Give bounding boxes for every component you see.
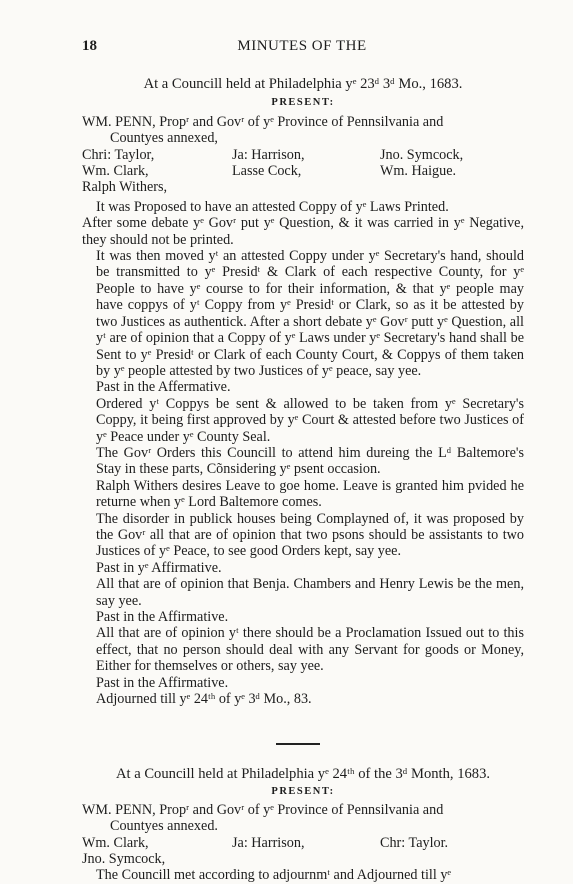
section-2-present-main-cont: Countyes annexed. — [110, 818, 218, 835]
member-name: Wm. Haigue. — [380, 163, 457, 180]
paragraph: Ordered yᵗ Coppys be sent & allowed to be taken from yᵉ Secretary's Coppy, it being first approved by yᵉ Court & attested before two Justices of yᵉ Peace under yᵉ County Seal. — [96, 395, 524, 445]
member-name: Ja: Harrison, — [232, 834, 305, 851]
section-1-present-label: PRESENT: — [271, 97, 335, 109]
member-name: Lasse Cock, — [232, 163, 302, 180]
member-name: Chr: Taylor. — [380, 834, 449, 851]
paragraph: The Govʳ Orders this Councill to attend him dureing the Lᵈ Baltemore's Stay in these parts, Cõnsidering yᵉ psent occasion. — [96, 444, 524, 478]
section-1-present-main-cont: Countyes annexed, — [110, 130, 218, 147]
section-2-present-label: PRESENT: — [271, 786, 335, 798]
paragraph: Past in the Affirmative. — [96, 609, 229, 625]
paragraph: The disorder in publick houses being Complayned of, it was proposed by the Govʳ all that are of opinion that two psons should be assistants to two Justices of yᵉ Peace, to see good Orders kept, say yee. — [96, 510, 524, 560]
paragraph: After some debate yᵉ Govʳ put yᵉ Question, & it was carried in yᵉ Negative, they should not be printed. — [82, 215, 524, 248]
section-divider — [276, 743, 320, 745]
member-name: Ralph Withers, — [82, 179, 168, 196]
section-2-members-row-2 — [82, 851, 524, 867]
member-name: Ja: Harrison, — [232, 146, 305, 163]
paragraph: It was Proposed to have an attested Coppy of yᵉ Laws Printed. — [96, 198, 449, 215]
member-name: Chri: Taylor, — [82, 146, 155, 163]
member-name — [380, 851, 524, 867]
section-1-members-row-1 — [82, 147, 524, 163]
paragraph: Past in yᵉ Affirmative. — [96, 559, 222, 576]
member-name: Jno. Symcock, — [380, 146, 464, 163]
paragraph: All that are of opinion that Benja. Chambers and Henry Lewis be the men, say yee. — [96, 576, 524, 609]
section-1-present-main: WM. PENN, Propʳ and Govʳ of yᵉ Province of Pennsilvania and — [82, 113, 444, 130]
page-header — [82, 38, 522, 56]
paragraph: It was then moved yᵗ an attested Coppy under yᵉ Secretary's hand, should be transmitted to yᵉ Presidᵗ & Clark of each respective County, for yᵉ People to have yᵉ course to for their information, & that yᵉ people may have coppys of yᵗ Coppy from yᵉ Presidᵗ or Clark, so as it be attested by two Justices as authentick. After a short debate yᵉ Govʳ putt yᵉ Question, all yᵗ are of opinion that a Coppy of yᵉ Laws under yᵉ Secretary's hand shall be Sent to yᵉ Presidᵗ or Clark of each County Court, & Coppys of them taken by yᵉ people attested by two Justices of yᵉ peace, say yee. — [96, 248, 524, 379]
paragraph: Past in the Affermative. — [96, 379, 231, 396]
paragraph: Past in the Affirmative. — [96, 674, 229, 691]
member-name — [232, 179, 380, 195]
member-name — [232, 851, 380, 867]
member-name: Wm. Clark, — [82, 834, 149, 851]
section-1-members-row-2 — [82, 163, 524, 179]
section-2-title: At a Councill held at Philadelphia yᵉ 24ᵗʰ of the 3ᵈ Month, 1683. — [115, 766, 491, 782]
cut-off-line: The Councill met according to adjournmᵗ and Adjourned till yᵉ — [96, 867, 452, 884]
paragraph: Adjourned till yᵉ 24ᵗʰ of yᵉ 3ᵈ Mo., 83. — [96, 691, 312, 708]
section-2 — [82, 766, 524, 884]
paragraph: All that are of opinion yᵗ there should be a Proclamation Issued out to this effect, that no person should deal with any Servant for goods or Money, Either for themselves or others, say yee. — [96, 625, 524, 675]
section-1 — [82, 76, 524, 707]
page-number: 18 — [82, 38, 97, 54]
member-name: Wm. Clark, — [82, 163, 149, 180]
section-2-members-row-1 — [82, 835, 524, 851]
section-2-present-main: WM. PENN, Propʳ and Govʳ of yᵉ Province of Pennsilvania and — [82, 801, 444, 818]
running-title: MINUTES OF THE — [237, 38, 367, 54]
section-1-title: At a Councill held at Philadelphia yᵉ 23ᵈ 3ᵈ Mo., 1683. — [143, 76, 463, 92]
section-1-members-row-3 — [82, 179, 524, 195]
member-name: Jno. Symcock, — [82, 851, 166, 868]
member-name — [380, 179, 524, 195]
paragraph: Ralph Withers desires Leave to goe home. Leave is granted him pvided he returne when yᵉ Lord Baltemore comes. — [96, 477, 524, 511]
